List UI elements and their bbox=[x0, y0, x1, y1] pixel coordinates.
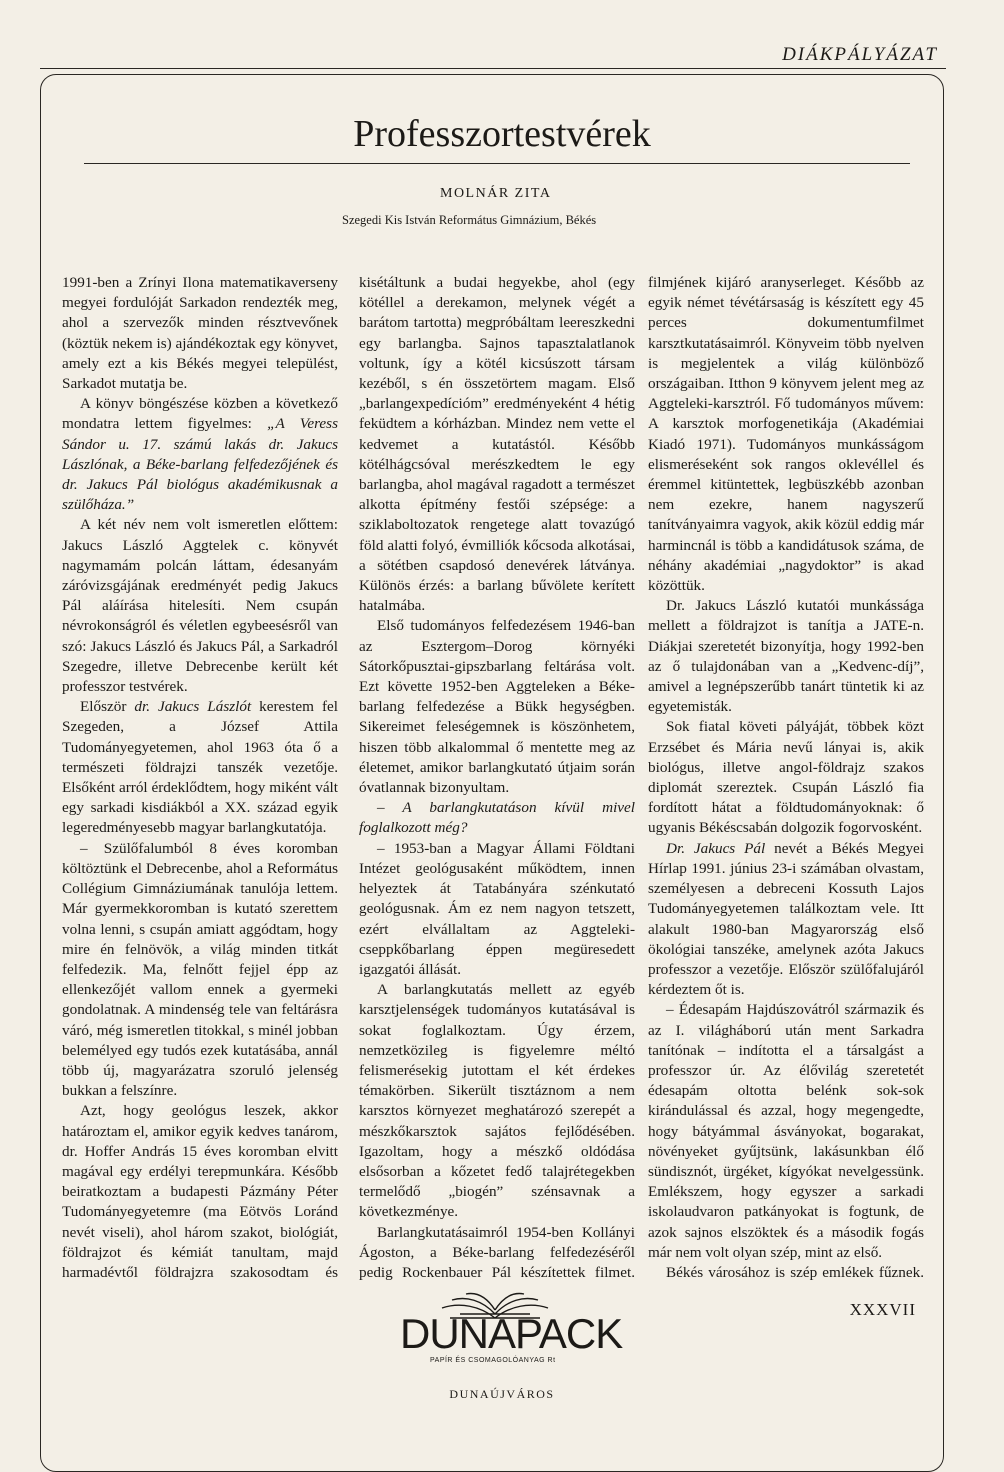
paragraph: kisétáltunk a budai hegyekbe, ahol (egy kötéllel a derekamon, melynek végét a barátom tartotta) megpróbáltam leereszkedni egy barlangba. Sajnos tapasztalatlanok voltunk, így a kötél kicsúszott társam kezéből, s én összetörtem magam. Első „barlangexpedícióm” eredményeként 4 hétig feküdtem a kórházban. Mindez nem vette el kedvemet a kutatástól. Később kötélhágcsóval merészkedtem le egy barlangba, ahol magával ragadott a természet alkotta építmény festői szépsége: a sziklaboltozatok rengetege alatt tovazúgó föld alatti folyó, évmilliók kőcsoda alkotásai, a sötétben csapdosó denevérek látványa. Különös érzés: a barlang bűvölete kerített hatalmába. bbox=[359, 274, 635, 615]
paragraph: filmjének kijáró aranyserleget. Később az egyik német tévétársaság is készített egy 45 perces dokumentumfilmet karsztkutatásaimról. Könyveim több nyelven is megjelentek a világ különböző országaiban. Itthon 9 könyvem jelent meg az Aggteleki-karsztról. Fő tudományos művem: A karsztok morfogenetikája (Akadémiai Kiadó 1971). Tudományos munkásságom elismeréseként sok rangos oklevéllel és éremmel kitüntettek, legbüszkébb azonban nem ezekre, hanem nagyszerű tanítványaimra vagyok, akik közül eddig már harmincnál is több a kandidátusok száma, de néhány akadémiai „nagydoktor” is akad közöttük. bbox=[648, 274, 924, 595]
name-emphasis: dr. Jakucs Lászlót bbox=[134, 698, 252, 716]
logo-subtitle: PAPÍR ÉS CSOMAGOLÓANYAG Rt bbox=[430, 1357, 556, 1364]
article-body bbox=[62, 273, 932, 1283]
column-3 bbox=[648, 273, 924, 1283]
sponsor-city: DUNAÚJVÁROS bbox=[449, 1387, 555, 1401]
paragraph: Első tudományos felfedezésem 1946-ban az Esztergom–Dorog környéki Sátorkőpusztai-gipszbarlang feltárása volt. Ezt követte 1952-ben Aggteleken a Béke-barlang felfedezése a Bükk hegységben. Sikereimet feleségemnek is köszönhetem, hiszen több alkalommal ő mentette meg az életemet, amikor barlangkutató útjaim során óvatlannak bizonyultam. bbox=[359, 617, 635, 797]
paragraph: – Szülőfalumból 8 éves koromban költöztünk el Debrecenbe, ahol a Református Collégium Gimnáziumának tanulója lettem. Már gyermekkoromban is kutató szerettem volna lenni, s csupán amiatt aggódtam, hogy mire én felnövök, a világ minden titkát felfedezik. Ma, felnőtt fejjel épp az ellenkezőjét vallom ennek a gyermeki gondolatnak. A mindenség tele van feltárásra váró, még ismeretlen titokkal, s minél jobban belemélyed egy tudós ezek kutatásába, annál több új, magyarázatra szoruló jelenség bukkan a felszínre. bbox=[62, 839, 338, 1100]
column-2 bbox=[359, 273, 635, 1283]
article-author: MOLNÁR ZITA bbox=[440, 186, 552, 201]
author-school: Szegedi Kis István Református Gimnázium, Békés bbox=[342, 213, 597, 227]
paragraph: Sok fiatal követi pályáját, többek közt Erzsébet és Mária nevű lányai is, akik biológus, illetve angol-földrajz szakos diplomát szereztek. Csupán László fia fordított hátat a földtudományoknak: ő ugyanis Békéscsabán dolgozik fogorvosként. bbox=[648, 718, 924, 837]
page-number: XXXVII bbox=[849, 1300, 916, 1319]
paragraph: A barlangkutatás mellett az egyéb karsztjelenségek tudományos kutatásával is sokat foglalkoztam. Úgy érzem, nemzetközileg is figyelemre méltó felismerésekig jutottam el két érdekes témakörben. Sikerült tisztáznom a nem karsztos környezet meghatározó szerepét a mészkőkarsztok sajátos fejlődésében. Igazoltam, hogy a mészkő oldódása elsősorban a kőzetet fedő talajrétegekben termelődő „biogén” szénsavnak a következménye. bbox=[359, 981, 635, 1221]
paragraph bbox=[62, 394, 338, 515]
paragraph bbox=[62, 697, 338, 838]
name-emphasis: Dr. Jakucs Pál bbox=[666, 839, 766, 857]
paragraph: 1991-ben a Zrínyi Ilona matematikaverseny megyei fordulóját Sarkadon rendezték meg, ahol a szervezők minden résztvevőnek (köztük nekem is) ajándékoztak egy könyvet, amely ezt a kis Békés megyei települést, Sarkadot mutatja be. bbox=[62, 274, 338, 393]
book-quote: „A Veress Sándor u. 17. számú lakás dr. Jakucs Lászlónak, a Béke-barlang felfedezőjének és dr. Jakucs Pál biológus akadémikusnak a szülőháza.” bbox=[62, 415, 338, 514]
paragraph: – 1953-ban a Magyar Állami Földtani Intézet geológusaként működtem, innen helyeztek át Tatabányára szénkutató geológusnak. Ám ez nem nagyon tetszett, ezért elvállaltam az Aggteleki-cseppkőbarlang éppen megüresedett igazgatói állását. bbox=[359, 839, 635, 978]
paragraph: Barlangkutatásaimról 1954-ben Kollányi Ágoston, a Béke-barlang felfedezéséről pedig Rockenbauer Pál készítettek filmet. bbox=[359, 1223, 635, 1281]
paragraph: A két név nem volt ismeretlen előttem: Jakucs László Aggtelek c. könyvét nagymamám polcán láttam, édesanyám záróvizsgájának eredményét pedig Jakucs Pál aláírása hitelesíti. Nem csupán névrokonságról és véletlen egybeesésről van szó: Jakucs László és Jakucs Pál, a Sarkadról Szegedre, illetve Debrecenbe került két professzor testvérek. bbox=[62, 516, 338, 696]
logo-wordmark: DUNAPACK bbox=[400, 1310, 623, 1357]
paragraph-text: kerestem fel Szegeden, a József Attila Tudományegyetemen, ahol 1963 óta ő a természeti földrajzi tanszék vezetője. Elsőként arról érdeklődtem, hogy miként vált egy sarkadi kisdiákból a XX. század egyik legeredményesebb magyar barlangkutatója. bbox=[62, 698, 338, 837]
column-1 bbox=[62, 273, 338, 1283]
header-rule bbox=[40, 68, 946, 69]
paragraph-text: nevét a Békés Megyei Hírlap 1991. június 23-i számában olvastam, személyesen a debreceni Kossuth Lajos Tudományegyetemen találkoztam vele. Itt alakult 1980-ban Magyarország első ökológiai tanszéke, amelynek azóta Jakucs professzor a vezetője. Először szülőfalujáról kérdeztem őt is. bbox=[648, 839, 924, 999]
paragraph bbox=[648, 839, 924, 1001]
interview-question: – A barlangkutatáson kívül mivel foglalkozott még? bbox=[359, 799, 635, 837]
title-rule bbox=[84, 163, 910, 164]
paragraph-text: A könyv böngészése közben a következő mondatra lettem figyelmes: bbox=[62, 395, 338, 433]
paragraph: – Édesapám Hajdúszovátról származik és az I. világháború után ment Sarkadra tanítónak – indította el a társalgást a professzor úr. Az élővilág szeretetét édesapám oltotta belénk sok-sok kirándulással és azzal, hogy megengedte, hogy bátyámmal ásványokat, bogarakat, növényeket gyűjtsünk, lakásunkban élő sündisznót, ürgéket, kígyókat nevelgessünk. Emlékszem, hogy egyszer a sarkadi iskolaudvaron patkányokat is fogtunk, de azok sajnos elszöktek és a második fogás már nem volt olyan szép, mint az első. bbox=[648, 1001, 924, 1261]
section-label: DIÁKPÁLYÁZAT bbox=[782, 44, 938, 65]
article-title: Professzortestvérek bbox=[353, 113, 651, 155]
paragraph: Békés városához is szép emlékek fűznek. bbox=[666, 1263, 924, 1281]
paragraph-text: Először bbox=[80, 698, 135, 716]
paragraph: Azt, hogy geológus leszek, akkor határoztam el, amikor egyik kedves tanárom, dr. Hoffer András 15 éves koromban elvitt magával egy erdélyi terepmunkára. Később beiratkoztam a budapesti Pázmány Péter Tudományegyetemre (ma Eötvös Loránd nevét viseli), ahol három szakot, biológiát, földrajzot és kémiát tanultam, majd harmadévtől földrajzra szakosodtam és bbox=[62, 1102, 338, 1281]
paragraph: Dr. Jakucs László kutatói munkássága mellett a földrajzot is tanítja a JATE-n. Diákjai szeretetét bizonyítja, hogy 1992-ben az ő tulajdonában van a „Kedvenc-díj”, amivel a legnépszerűbb tanárt tüntetik ki az egyetemisták. bbox=[648, 597, 924, 716]
